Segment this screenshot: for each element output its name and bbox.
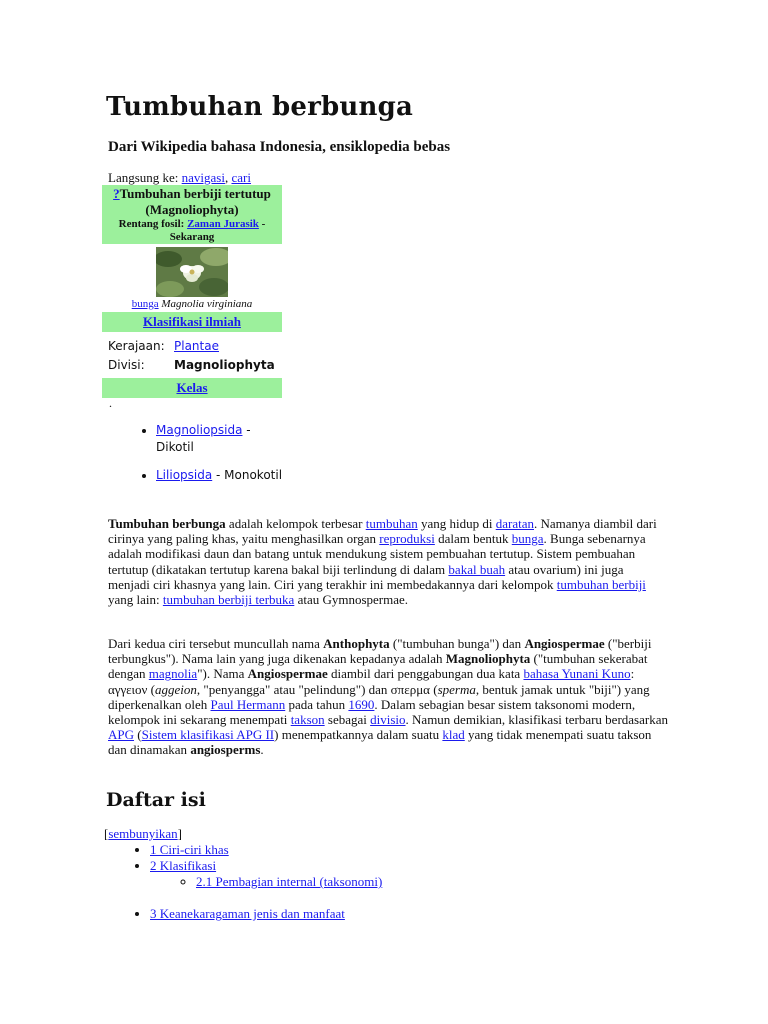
fossil-range bbox=[104, 218, 280, 244]
toc-toggle bbox=[104, 826, 182, 842]
text-run: ("tumbuhan sekerabat dengan bbox=[108, 651, 648, 682]
link-tumbuhan-berbiji[interactable]: tumbuhan berbiji bbox=[556, 576, 646, 592]
text-run: . Dalam sebagian besar sistem taksonomi modern, kelompok ini sekarang menempati bbox=[108, 696, 636, 728]
bold-term: Angiospermae bbox=[247, 666, 328, 682]
fossil-range-link[interactable]: Zaman Jurasik bbox=[187, 218, 259, 230]
bold-term: Magnoliophyta bbox=[445, 651, 531, 667]
text-run: adalah kelompok terbesar bbox=[225, 516, 366, 531]
class-header-link[interactable]: Kelas bbox=[176, 380, 208, 395]
link-tumbuhan[interactable]: tumbuhan bbox=[365, 516, 418, 531]
toc-hide-link[interactable]: sembunyikan bbox=[108, 826, 178, 841]
class-list bbox=[130, 422, 286, 495]
toc-bracket-close: ] bbox=[177, 826, 183, 841]
toc-link-pembagian-internal[interactable]: 2.1 Pembagian internal (taksonomi) bbox=[196, 874, 383, 889]
class-magnoliopsida-link[interactable]: Magnoliopsida bbox=[156, 423, 243, 437]
link-reproduksi[interactable]: reproduksi bbox=[379, 531, 435, 547]
caption-flower-link[interactable]: bunga bbox=[131, 298, 159, 310]
toc-link-ciri-ciri-khas[interactable]: 1 Ciri-ciri khas bbox=[150, 842, 229, 857]
italic-term: aggeion bbox=[155, 681, 197, 697]
link-tumbuhan-berbiji-terbuka[interactable]: tumbuhan berbiji terbuka bbox=[162, 592, 295, 608]
link-magnolia[interactable]: magnolia bbox=[148, 666, 198, 682]
text-run: yang tidak menempati suatu takson dan dinamakan bbox=[108, 727, 652, 758]
link-bunga[interactable]: bunga bbox=[511, 531, 544, 547]
toc-link-klasifikasi[interactable]: 2 Klasifikasi bbox=[150, 858, 217, 873]
taxobox-row-division bbox=[102, 356, 282, 375]
text-run: yang hidup di bbox=[417, 516, 496, 531]
division-label: Divisi: bbox=[108, 358, 145, 372]
text-run: . Bunga sebenarnya adalah modifikasi daun dan batang untuk mendukung sistem pembuahan tertutup. Sistem pembuahan tertutup (dikatakan tertutup karena bakal biji terlindung di dalam bbox=[108, 531, 646, 577]
text-run: ) menempatkannya dalam suatu bbox=[274, 727, 443, 743]
kingdom-value-link[interactable]: Plantae bbox=[174, 339, 219, 353]
jump-prefix: Langsung ke: bbox=[108, 170, 182, 185]
link-apg[interactable]: APG bbox=[108, 727, 135, 743]
bold-term: Anthophyta bbox=[323, 636, 390, 651]
text-run: diambil dari penggabungan dua kata bbox=[327, 666, 524, 682]
fossil-range-prefix: Rentang fosil: bbox=[118, 218, 188, 230]
toc-item bbox=[196, 874, 382, 890]
jump-search-link[interactable]: cari bbox=[231, 170, 251, 185]
text-run: . Namanya diambil dari cirinya yang paling khas, yaitu menghasilkan organ bbox=[108, 516, 657, 547]
toc-item bbox=[150, 906, 382, 922]
fossil-range-suffix: - Sekarang bbox=[169, 218, 266, 243]
toc-item bbox=[150, 858, 382, 890]
class-desc: - Dikotil bbox=[156, 423, 251, 454]
kingdom-label: Kerajaan: bbox=[108, 339, 165, 353]
list-item bbox=[156, 422, 286, 456]
toc-sublist bbox=[150, 874, 382, 890]
text-run: ("tumbuhan bunga") dan bbox=[389, 636, 525, 651]
text-run: ("berbiji terbungkus"). Nama lain yang juga dikenakan kepadanya adalah bbox=[108, 636, 652, 667]
link-bahasa-yunani-kuno[interactable]: bahasa Yunani Kuno bbox=[523, 666, 631, 682]
link-klad[interactable]: klad bbox=[442, 727, 465, 743]
text-run: atau ovarium) ini juga menjadi ciri khasnya yang lain. Ciri yang terakhir ini membedakannya dari kelompok bbox=[108, 561, 624, 592]
class-liliopsida-link[interactable]: Liliopsida bbox=[156, 468, 213, 482]
link-bakal-buah[interactable]: bakal buah bbox=[448, 561, 506, 577]
table-of-contents bbox=[128, 842, 382, 922]
taxobox bbox=[102, 185, 282, 398]
classification-header[interactable] bbox=[102, 312, 282, 332]
text-run: dalam bentuk bbox=[434, 531, 512, 547]
bold-term: angiosperms bbox=[190, 742, 261, 758]
text-run: "). Nama bbox=[197, 666, 248, 682]
names-paragraph bbox=[108, 636, 668, 758]
text-run: , bentuk jamak untuk "biji") yang diperkenalkan oleh bbox=[108, 681, 650, 712]
image-caption bbox=[102, 298, 282, 312]
link-divisio[interactable]: divisio bbox=[370, 712, 406, 728]
magnolia-photo[interactable] bbox=[156, 247, 228, 297]
text-run: ( bbox=[134, 727, 142, 743]
taxobox-row-kingdom bbox=[102, 337, 282, 356]
text-run: , "penyangga" atau "pelindung") dan σπερμα ( bbox=[196, 681, 438, 697]
text-run: . Namun demikian, klasifikasi terbaru berdasarkan bbox=[405, 712, 668, 728]
toc-link-keanekaragaman[interactable]: 3 Keanekaragaman jenis dan manfaat bbox=[150, 906, 345, 921]
page-title: Tumbuhan berbunga bbox=[106, 92, 413, 122]
bold-term: Tumbuhan berbunga bbox=[108, 516, 226, 531]
taxobox-help-link[interactable]: ? bbox=[113, 186, 120, 201]
list-item bbox=[156, 467, 286, 484]
class-header[interactable] bbox=[102, 378, 282, 398]
text-run: . bbox=[260, 742, 264, 758]
toc-bracket-open: [ bbox=[104, 826, 109, 841]
bold-term: Angiospermae bbox=[524, 636, 605, 651]
text-run: Dari kedua ciri tersebut muncullah nama bbox=[108, 636, 324, 651]
text-run: yang lain: bbox=[108, 592, 163, 608]
toc-heading: Daftar isi bbox=[106, 789, 206, 811]
jump-links bbox=[108, 170, 251, 186]
division-value: Magnoliophyta bbox=[174, 358, 275, 372]
jump-separator: , bbox=[224, 170, 232, 185]
taxobox-header bbox=[102, 185, 282, 244]
link-1690[interactable]: 1690 bbox=[348, 696, 375, 712]
intro-paragraph bbox=[108, 516, 668, 607]
italic-term: sperma bbox=[437, 681, 476, 697]
site-subtitle: Dari Wikipedia bahasa Indonesia, ensiklopedia bebas bbox=[108, 139, 451, 155]
toc-item bbox=[150, 842, 382, 858]
text-run: : αγγειον ( bbox=[108, 666, 635, 697]
taxobox-name: Tumbuhan berbiji tertutup (Magnoliophyta) bbox=[119, 186, 271, 217]
text-run: atau Gymnospermae. bbox=[294, 592, 409, 608]
caption-species: Magnolia virginiana bbox=[158, 298, 253, 310]
jump-navigation-link[interactable]: navigasi bbox=[181, 170, 225, 185]
class-desc: - Monokotil bbox=[212, 468, 283, 482]
taxobox-dot: . bbox=[109, 396, 112, 410]
text-run: sebagai bbox=[324, 712, 371, 728]
link-paul-hermann[interactable]: Paul Hermann bbox=[210, 696, 286, 712]
link-sistem-klasifikasi-apg-ii[interactable]: Sistem klasifikasi APG II bbox=[141, 727, 275, 743]
text-run: pada tahun bbox=[285, 696, 349, 712]
classification-link[interactable]: Klasifikasi ilmiah bbox=[143, 314, 241, 329]
link-daratan[interactable]: daratan bbox=[495, 516, 534, 531]
link-takson[interactable]: takson bbox=[290, 712, 325, 728]
